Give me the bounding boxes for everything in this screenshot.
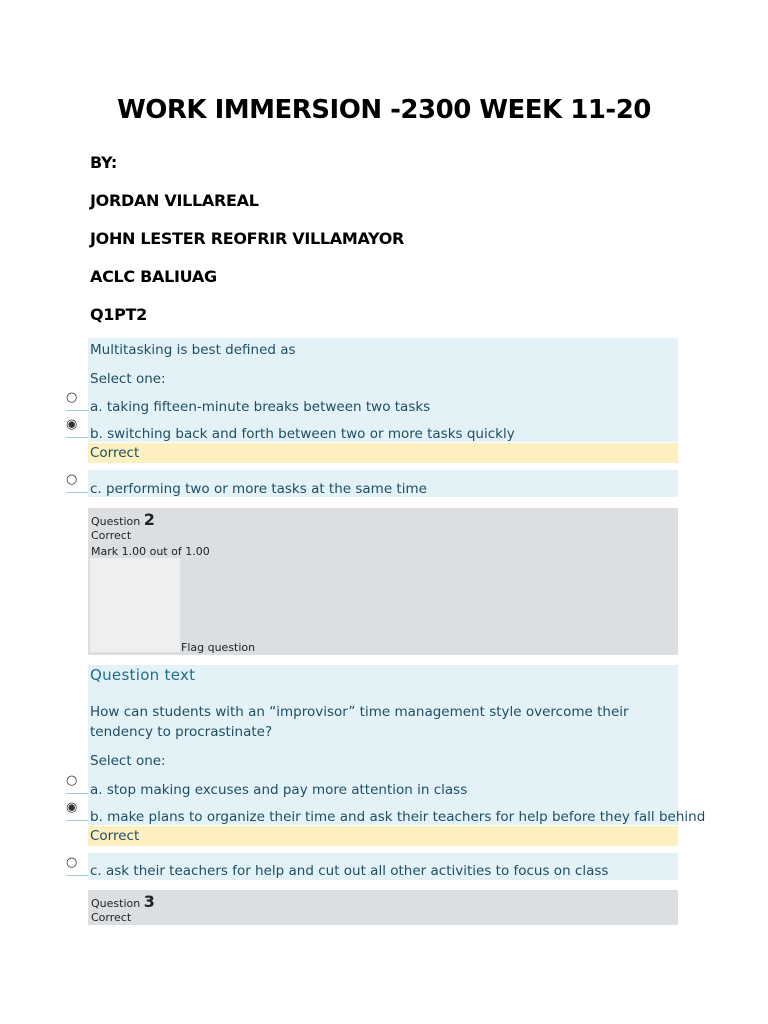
radio-unchecked-icon[interactable]: ○ [66, 855, 78, 870]
q2-state: Correct [91, 529, 132, 542]
q1-feedback-panel [88, 443, 678, 463]
question-label: Question [91, 515, 141, 528]
radio-unchecked-icon[interactable]: ○ [66, 472, 78, 487]
q1-option-b[interactable]: b. switching back and forth between two or more tasks quickly [90, 426, 515, 442]
flag-icon[interactable] [90, 558, 180, 652]
flag-question-link[interactable]: Flag question [181, 641, 256, 654]
question-number: 2 [143, 510, 155, 529]
radio-checked-icon[interactable]: ◉ [66, 800, 78, 815]
school-name: ACLC BALIUAG [90, 267, 217, 286]
radio-underline [66, 410, 88, 411]
page-title: WORK IMMERSION -2300 WEEK 11-20 [117, 95, 651, 125]
q2-option-a[interactable]: a. stop making excuses and pay more attention in class [90, 782, 468, 798]
q1-option-a[interactable]: a. taking fifteen-minute breaks between two tasks [90, 399, 431, 415]
q3-heading [91, 892, 155, 911]
q3-state: Correct [91, 911, 132, 924]
q2-option-c[interactable]: c. ask their teachers for help and cut out all other activities to focus on class [90, 863, 609, 879]
q1-prompt: Multitasking is best defined as [90, 342, 296, 358]
q2-mark: Mark 1.00 out of 1.00 [91, 545, 210, 558]
q2-feedback: Correct [90, 828, 140, 844]
by-label: BY: [90, 153, 118, 172]
radio-checked-icon[interactable]: ◉ [66, 417, 78, 432]
q1-option-c[interactable]: c. performing two or more tasks at the same time [90, 481, 427, 497]
quiz-code: Q1PT2 [90, 305, 148, 324]
q2-option-b[interactable]: b. make plans to organize their time and ask their teachers for help before they fall behind [90, 809, 706, 825]
q3-info-panel [88, 890, 678, 925]
radio-underline [66, 820, 88, 821]
question-number: 3 [143, 892, 155, 911]
author-2: JOHN LESTER REOFRIR VILLAMAYOR [90, 229, 405, 248]
q2-select-one: Select one: [90, 753, 166, 769]
q2-prompt: How can students with an “improvisor” time management style overcome their tendency to procrastinate? [90, 704, 629, 740]
q2-heading [91, 510, 155, 529]
radio-underline [66, 793, 88, 794]
radio-unchecked-icon[interactable]: ○ [66, 390, 78, 405]
radio-underline [66, 492, 88, 493]
radio-underline [66, 437, 88, 438]
q2-panel [88, 665, 678, 825]
q1-select-one: Select one: [90, 371, 166, 387]
radio-underline [66, 875, 88, 876]
question-label: Question [91, 897, 141, 910]
q2-feedback-panel [88, 826, 678, 846]
question-text-heading: Question text [90, 666, 196, 684]
q1-feedback: Correct [90, 445, 140, 461]
author-1: JORDAN VILLAREAL [90, 191, 259, 210]
radio-unchecked-icon[interactable]: ○ [66, 773, 78, 788]
